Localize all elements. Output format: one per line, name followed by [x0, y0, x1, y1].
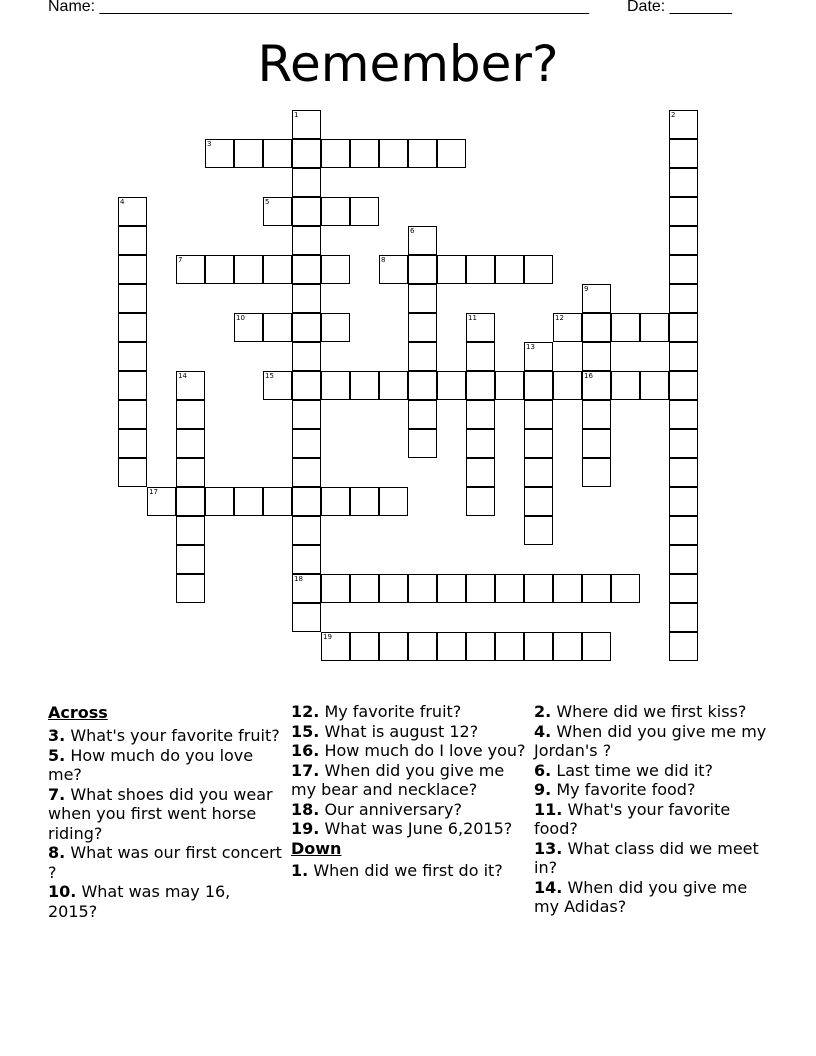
clue-column-2 — [291, 702, 531, 881]
cell-number: 10 — [236, 314, 245, 322]
grid-cell[interactable] — [292, 284, 321, 313]
grid-cell[interactable] — [669, 139, 698, 168]
grid-cell[interactable] — [669, 313, 698, 342]
grid-cell[interactable] — [408, 342, 437, 371]
grid-cell[interactable] — [118, 342, 147, 371]
grid-cell[interactable] — [321, 371, 350, 400]
grid-cell[interactable] — [321, 139, 350, 168]
grid-cell[interactable] — [408, 139, 437, 168]
grid-cell[interactable] — [669, 400, 698, 429]
grid-cell[interactable] — [408, 400, 437, 429]
grid-cell[interactable] — [176, 574, 205, 603]
grid-cell[interactable] — [350, 371, 379, 400]
clue-column-1 — [48, 702, 283, 921]
name-line: Name: _______________________________________________________ — [48, 0, 589, 15]
clue-down-11: 11. What's your favorite food? — [534, 799, 731, 838]
grid-cell[interactable] — [466, 487, 495, 516]
cell-number: 2 — [671, 111, 676, 119]
grid-cell[interactable] — [437, 139, 466, 168]
grid-cell[interactable] — [466, 342, 495, 371]
grid-cell[interactable] — [292, 168, 321, 197]
grid-cell[interactable] — [466, 632, 495, 661]
grid-cell[interactable] — [437, 371, 466, 400]
grid-cell[interactable] — [176, 458, 205, 487]
grid-cell[interactable] — [669, 603, 698, 632]
grid-cell[interactable] — [350, 574, 379, 603]
grid-cell[interactable] — [350, 487, 379, 516]
cell-number: 12 — [555, 314, 564, 322]
grid-cell[interactable] — [263, 255, 292, 284]
across-heading: Across — [48, 703, 108, 722]
grid-cell[interactable] — [640, 371, 669, 400]
clue-down-9: 9. My favorite food? — [534, 780, 696, 799]
cell-number: 8 — [381, 256, 386, 264]
grid-cell[interactable] — [408, 574, 437, 603]
grid-cell[interactable] — [118, 371, 147, 400]
grid-cell[interactable] — [118, 313, 147, 342]
grid-cell[interactable] — [321, 255, 350, 284]
grid-cell[interactable] — [350, 632, 379, 661]
grid-cell[interactable] — [292, 313, 321, 342]
clue-across-3: 3. What's your favorite fruit? — [48, 726, 280, 745]
grid-cell[interactable] — [669, 458, 698, 487]
grid-cell[interactable] — [524, 632, 553, 661]
grid-cell[interactable] — [263, 487, 292, 516]
grid-cell[interactable] — [611, 574, 640, 603]
grid-cell[interactable] — [118, 284, 147, 313]
grid-cell[interactable] — [234, 139, 263, 168]
grid-cell[interactable] — [582, 400, 611, 429]
clue-across-5: 5. How much do you love me? — [48, 745, 254, 784]
grid-cell[interactable] — [553, 632, 582, 661]
grid-cell[interactable] — [292, 400, 321, 429]
grid-cell[interactable] — [176, 516, 205, 545]
clue-across-17: 17. When did you give me my bear and necklace? — [291, 760, 505, 799]
grid-cell[interactable] — [321, 313, 350, 342]
grid-cell[interactable] — [118, 255, 147, 284]
grid-cell[interactable] — [234, 255, 263, 284]
grid-cell[interactable] — [669, 516, 698, 545]
grid-cell[interactable] — [582, 574, 611, 603]
grid-cell[interactable] — [408, 284, 437, 313]
grid-cell[interactable] — [466, 574, 495, 603]
cell-number: 5 — [265, 198, 270, 206]
grid-cell[interactable] — [408, 255, 437, 284]
grid-cell[interactable] — [466, 400, 495, 429]
grid-cell[interactable] — [669, 284, 698, 313]
grid-cell[interactable] — [350, 139, 379, 168]
grid-cell[interactable] — [292, 371, 321, 400]
grid-cell[interactable] — [669, 545, 698, 574]
grid-cell[interactable] — [582, 632, 611, 661]
cell-number: 1 — [294, 111, 299, 119]
grid-cell[interactable] — [292, 516, 321, 545]
cell-number: 6 — [410, 227, 415, 235]
page-title: Remember? — [257, 35, 559, 93]
clue-down-6: 6. Last time we did it? — [534, 760, 714, 780]
grid-cell[interactable] — [524, 487, 553, 516]
grid-cell[interactable] — [437, 255, 466, 284]
grid-cell[interactable] — [176, 545, 205, 574]
down-heading: Down — [291, 838, 342, 858]
clue-across-16: 16. How much do I love you? — [291, 741, 526, 760]
grid-cell[interactable] — [466, 458, 495, 487]
grid-cell[interactable] — [524, 255, 553, 284]
cell-number: 4 — [120, 198, 125, 206]
grid-cell[interactable] — [524, 429, 553, 458]
clue-across-19: 19. What was June 6,2015? — [291, 819, 513, 838]
grid-cell[interactable] — [292, 226, 321, 255]
grid-cell[interactable] — [669, 197, 698, 226]
grid-cell[interactable] — [118, 458, 147, 487]
grid-cell[interactable] — [408, 371, 437, 400]
grid-cell[interactable] — [669, 342, 698, 371]
grid-cell[interactable] — [292, 197, 321, 226]
grid-cell[interactable] — [669, 574, 698, 603]
clue-across-7: 7. What shoes did you wear when you first went horse riding? — [48, 784, 273, 843]
grid-cell[interactable] — [524, 458, 553, 487]
grid-cell[interactable] — [466, 255, 495, 284]
cell-number: 7 — [178, 256, 183, 264]
grid-cell[interactable] — [379, 574, 408, 603]
grid-cell[interactable] — [524, 516, 553, 545]
grid-cell[interactable] — [292, 458, 321, 487]
clue-across-10: 10. What was may 16, 2015? — [48, 882, 231, 921]
grid-cell[interactable] — [669, 487, 698, 516]
grid-cell[interactable] — [524, 400, 553, 429]
cell-number: 18 — [294, 575, 303, 583]
grid-cell[interactable] — [118, 226, 147, 255]
grid-cell[interactable] — [176, 429, 205, 458]
grid-cell[interactable] — [292, 603, 321, 632]
date-line: Date: _______ — [627, 0, 732, 15]
grid-cell[interactable] — [205, 487, 234, 516]
cell-number: 11 — [468, 314, 477, 322]
grid-cell[interactable] — [292, 342, 321, 371]
cell-number: 9 — [584, 285, 589, 293]
grid-cell[interactable] — [379, 487, 408, 516]
cell-number: 19 — [323, 633, 332, 641]
cell-number: 17 — [149, 488, 158, 496]
grid-cell[interactable] — [553, 574, 582, 603]
clue-down-14: 14. When did you give me my Adidas? — [534, 877, 748, 916]
grid-cell[interactable] — [379, 139, 408, 168]
grid-cell[interactable] — [582, 313, 611, 342]
grid-cell[interactable] — [321, 487, 350, 516]
grid-cell[interactable] — [292, 139, 321, 168]
grid-cell[interactable] — [553, 371, 582, 400]
grid-cell[interactable] — [669, 226, 698, 255]
grid-cell[interactable] — [292, 487, 321, 516]
grid-cell[interactable] — [582, 429, 611, 458]
grid-cell[interactable] — [234, 487, 263, 516]
grid-cell[interactable] — [205, 255, 234, 284]
grid-cell[interactable] — [466, 371, 495, 400]
grid-cell[interactable] — [495, 255, 524, 284]
grid-cell[interactable] — [669, 255, 698, 284]
grid-cell[interactable] — [437, 632, 466, 661]
grid-cell[interactable] — [437, 574, 466, 603]
grid-cell[interactable] — [669, 371, 698, 400]
grid-cell[interactable] — [118, 400, 147, 429]
cell-number: 15 — [265, 372, 274, 380]
cell-number: 16 — [584, 372, 593, 380]
grid-cell[interactable] — [495, 632, 524, 661]
grid-cell[interactable] — [669, 632, 698, 661]
grid-cell[interactable] — [640, 313, 669, 342]
grid-cell[interactable] — [350, 197, 379, 226]
grid-cell[interactable] — [379, 632, 408, 661]
clue-down-13: 13. What class did we meet in? — [534, 838, 759, 877]
clue-column-3 — [534, 702, 774, 917]
grid-cell[interactable] — [582, 342, 611, 371]
grid-cell[interactable] — [263, 313, 292, 342]
grid-cell[interactable] — [466, 429, 495, 458]
cell-number: 13 — [526, 343, 535, 351]
grid-cell[interactable] — [611, 371, 640, 400]
grid-cell[interactable] — [176, 487, 205, 516]
grid-cell[interactable] — [582, 458, 611, 487]
clue-across-8: 8. What was our first concert ? — [48, 843, 282, 882]
grid-cell[interactable] — [176, 400, 205, 429]
grid-cell[interactable] — [292, 429, 321, 458]
clue-down-1: 1. When did we first do it? — [291, 861, 503, 880]
grid-cell[interactable] — [263, 139, 292, 168]
cell-number: 3 — [207, 140, 212, 148]
grid-cell[interactable] — [524, 574, 553, 603]
grid-cell[interactable] — [524, 371, 553, 400]
clue-across-12: 12. My favorite fruit? — [291, 702, 462, 721]
clue-across-15: 15. What is august 12? — [291, 721, 479, 741]
grid-cell[interactable] — [408, 313, 437, 342]
grid-cell[interactable] — [408, 429, 437, 458]
grid-cell[interactable] — [669, 168, 698, 197]
clue-across-18: 18. Our anniversary? — [291, 799, 462, 819]
grid-cell[interactable] — [379, 371, 408, 400]
grid-cell[interactable] — [669, 429, 698, 458]
grid-cell[interactable] — [408, 632, 437, 661]
grid-cell[interactable] — [495, 574, 524, 603]
grid-cell[interactable] — [495, 371, 524, 400]
clue-down-2: 2. Where did we first kiss? — [534, 702, 747, 721]
cell-number: 14 — [178, 372, 187, 380]
grid-cell[interactable] — [321, 197, 350, 226]
grid-cell[interactable] — [118, 429, 147, 458]
grid-cell[interactable] — [321, 574, 350, 603]
grid-cell[interactable] — [292, 255, 321, 284]
clue-down-4: 4. When did you give me my Jordan's ? — [534, 721, 767, 760]
grid-cell[interactable] — [611, 313, 640, 342]
grid-cell[interactable] — [292, 545, 321, 574]
